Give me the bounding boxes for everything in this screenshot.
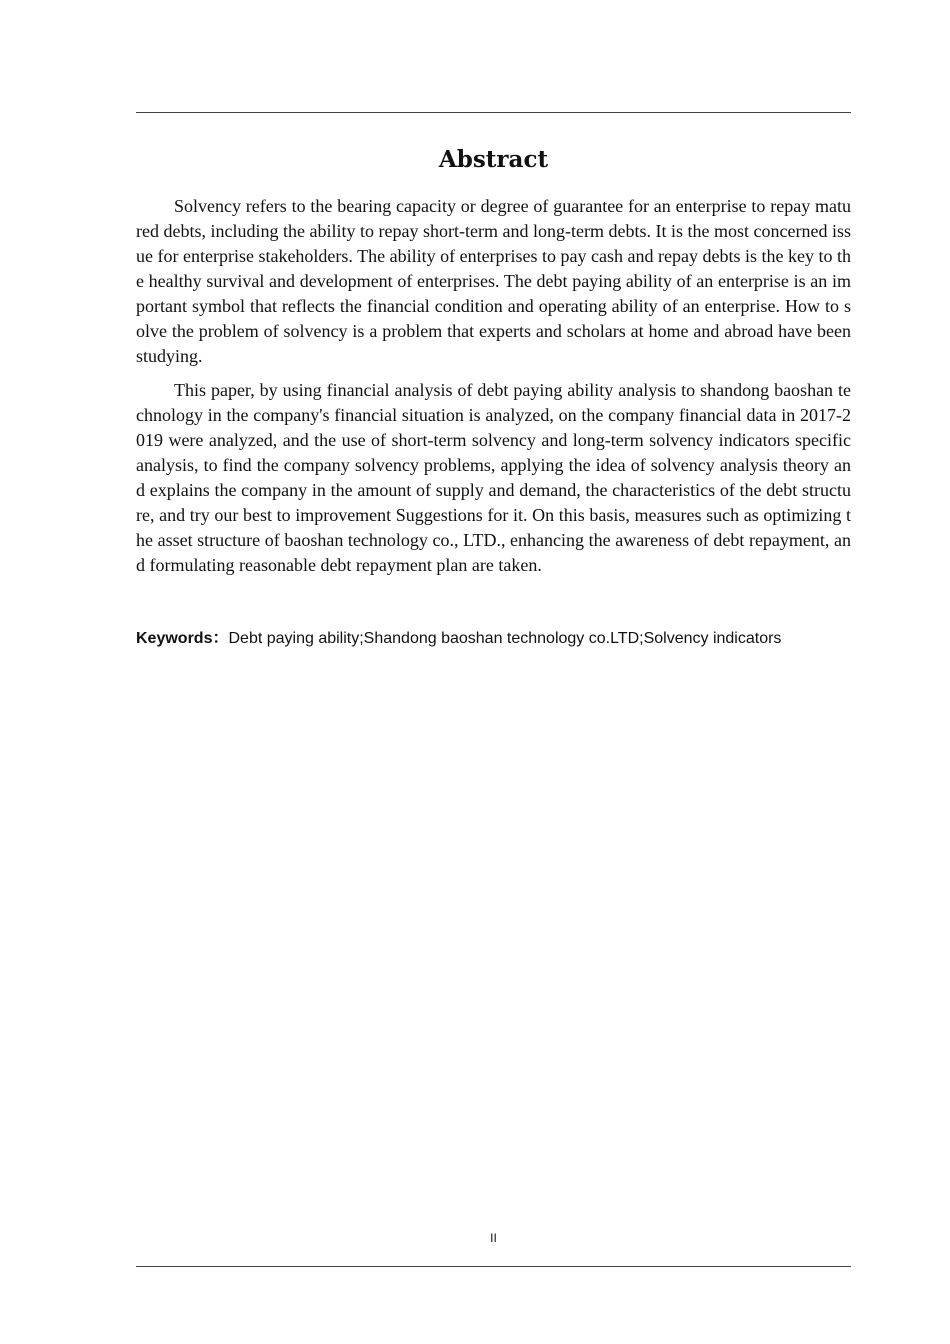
page-number: II (490, 1231, 497, 1245)
footer-rule (136, 1266, 851, 1267)
abstract-paragraph-2: This paper, by using financial analysis of debt paying ability analysis to shandong baoshan technology in the company's financial situation is analyzed, on the company financial data in 2017-2019 were analyzed, and the use of short-term solvency and long-term solvency indicators specific analysis, to find the company solvency problems, applying the idea of solvency analysis theory and explains the company in the amount of supply and demand, the characteristics of the debt structure, and try our best to improvement Suggestions for it. On this basis, measures such as optimizing the asset structure of baoshan technology co., LTD., enhancing the awareness of debt repayment, and formulating reasonable debt repayment plan are taken. (136, 380, 851, 575)
header-rule (136, 112, 851, 113)
keywords-text: Debt paying ability;Shandong baoshan technology co.LTD;Solvency indicators (228, 630, 782, 647)
abstract-body (136, 194, 851, 587)
keywords-line (136, 627, 851, 651)
abstract-paragraph-1: Solvency refers to the bearing capacity or degree of guarantee for an enterprise to repay matured debts, including the ability to repay short-term and long-term debts. It is the most concerned issue for enterprise stakeholders. The ability of enterprises to pay cash and repay debts is the key to the healthy survival and development of enterprises. The debt paying ability of an enterprise is an important symbol that reflects the financial condition and operating ability of an enterprise. How to solve the problem of solvency is a problem that experts and scholars at home and abroad have been studying. (136, 196, 851, 366)
abstract-title: Abstract (438, 146, 549, 173)
keywords-label: Keywords： (136, 630, 229, 647)
